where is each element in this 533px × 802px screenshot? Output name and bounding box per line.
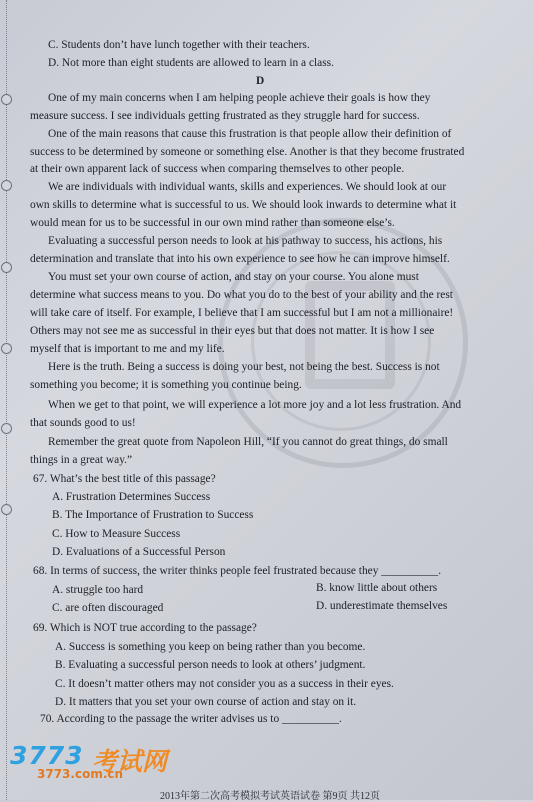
passage-line: determine what success means to you. Do what you do to the best of your ability and the rest (30, 289, 453, 301)
question-stem: 68. In terms of success, the writer thinks people feel frustrated because they __________. (33, 565, 442, 577)
question-option: D. underestimate themselves (316, 600, 448, 612)
question-option: B. The Importance of Frustration to Success (52, 509, 254, 521)
watermark-url: 3773.com.cn (37, 767, 124, 781)
question-option: B. Evaluating a successful person needs to look at others’ judgment. (55, 659, 366, 671)
passage-line: determination and translate that into his own experience to see how he can improve himself. (30, 253, 450, 265)
question-stem: 67. What’s the best title of this passage? (33, 473, 216, 485)
question-option: D. It matters that you set your own course of action and stay on it. (55, 696, 357, 708)
passage-line: Here is the truth. Being a success is doing your best, not being the best. Success is not (48, 361, 440, 373)
watermark-text: 考试网 (92, 747, 168, 776)
previous-option-c: C. Students don’t have lunch together with their teachers. (48, 39, 310, 51)
passage-line: success to be determined by someone or something else. Another is that they become frustrated (30, 146, 465, 158)
watermark-number: 3773 (10, 741, 84, 770)
passage-line: myself that is important to me and my life. (30, 343, 225, 355)
passage-line: When we get to that point, we will experience a lot more joy and a lot less frustration. And (48, 399, 462, 411)
question-stem: 70. According to the passage the writer advises us to __________. (40, 713, 342, 725)
passage-line: We are individuals with individual wants, skills and experiences. We should look at our (48, 181, 447, 193)
section-letter: D (256, 75, 265, 87)
passage-line: that sounds good to us! (30, 417, 136, 429)
passage-line: at their own apparent lack of success when comparing themselves to other people. (30, 163, 405, 175)
binding-hole (1, 262, 12, 273)
previous-option-d: D. Not more than eight students are allowed to learn in a class. (48, 57, 334, 69)
binding-hole (1, 94, 12, 105)
binding-hole (1, 180, 12, 191)
question-option: C. are often discouraged (52, 602, 164, 614)
passage-line: something you become; it is something you continue being. (30, 379, 302, 391)
passage-line: One of the main reasons that cause this frustration is that people allow their definition of (48, 128, 452, 140)
passage-line: One of my main concerns when I am helping people achieve their goals is how they (48, 92, 431, 104)
question-option: A. struggle too hard (52, 584, 144, 596)
binding-line (6, 0, 7, 800)
question-option: D. Evaluations of a Successful Person (52, 546, 226, 558)
question-option: C. It doesn’t matter others may not consider you as a success in their eyes. (55, 678, 394, 690)
question-option: C. How to Measure Success (52, 528, 181, 540)
binding-hole (1, 343, 12, 354)
question-stem: 69. Which is NOT true according to the passage? (33, 622, 257, 634)
binding-hole (1, 423, 12, 434)
question-option: B. know little about others (316, 582, 438, 594)
passage-line: Others may not see me as successful in their eyes but that does not matter. It is how I see (30, 325, 435, 337)
passage-line: Remember the great quote from Napoleon Hill, “If you cannot do great things, do small (48, 436, 448, 448)
question-option: A. Frustration Determines Success (52, 491, 211, 503)
passage-line: measure success. I see individuals getting frustrated as they struggle hard for success. (30, 110, 420, 122)
passage-line: You must set your own course of action, and stay on your course. You alone must (48, 271, 419, 283)
page-footer: 2013年第二次高考模拟考试英语试卷 第9页 共12页 (160, 791, 380, 802)
passage-line: things in a great way.” (30, 454, 133, 466)
question-option: A. Success is something you keep on being rather than you become. (55, 641, 366, 653)
binding-hole (1, 504, 12, 515)
passage-line: own skills to determine what is successful to us. We should look inwards to determine what it (30, 199, 457, 211)
passage-line: will take care of itself. For example, I believe that I am successful but I am not a millionaire! (30, 307, 454, 319)
passage-line: would mean for us to be successful in our own mind rather than someone else’s. (30, 217, 395, 229)
passage-line: Evaluating a successful person needs to look at his pathway to success, his actions, his (48, 235, 443, 247)
